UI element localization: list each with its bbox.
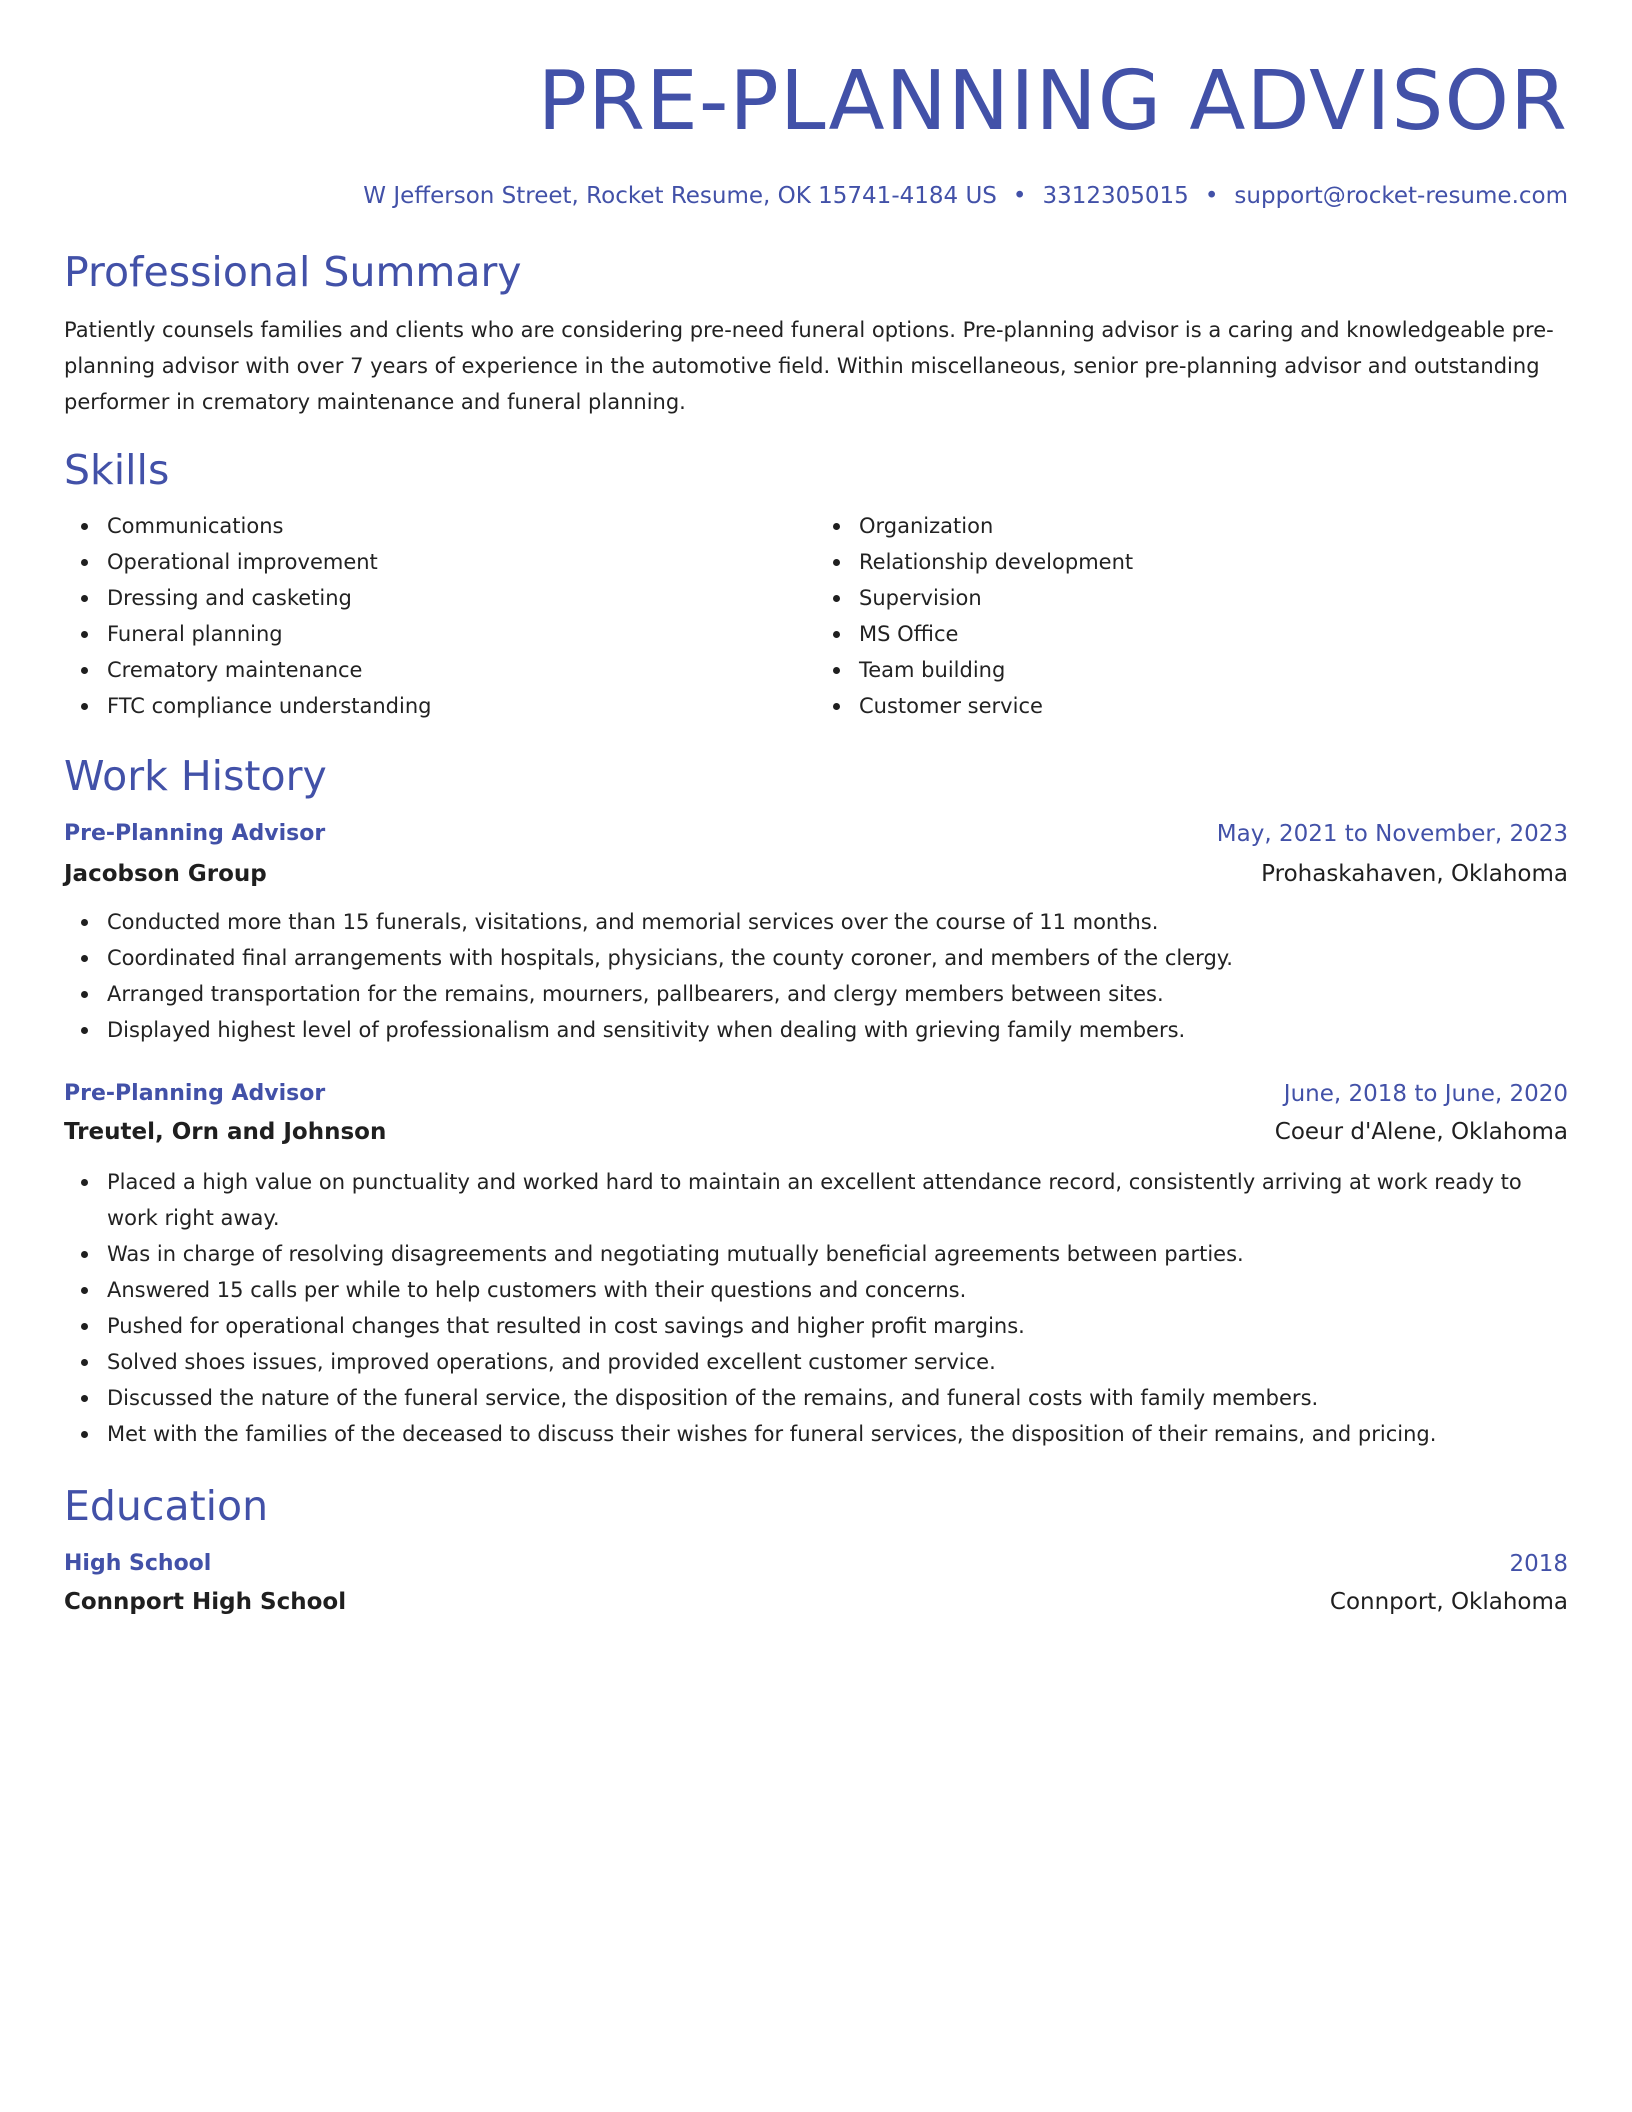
job-title: Pre-Planning Advisor bbox=[64, 821, 326, 846]
job-bullet: Placed a high value on punctuality and worked hard to maintain an excellent attendance record, consistently arriving at work ready to work right away. bbox=[107, 1164, 1568, 1236]
education-subheader bbox=[64, 1586, 1568, 1618]
education-school: Connport High School bbox=[64, 1589, 347, 1615]
job-bullet: Coordinated final arrangements with hospitals, physicians, the county coroner, and members of the clergy. bbox=[107, 940, 1568, 976]
summary-text: Patiently counsels families and clients who are considering pre-need funeral options. Pre-planning advisor is a caring and knowledgeable pre-planning advisor with over 7 years of experience in the automotive field. Within miscellaneous, senior pre-planning advisor and outstanding performer in crematory maintenance and funeral planning. bbox=[64, 318, 1554, 414]
job-header bbox=[64, 1078, 1568, 1110]
contact-line bbox=[64, 180, 1568, 212]
job-subheader bbox=[64, 858, 1568, 890]
job-bullets bbox=[64, 1164, 1568, 1452]
skills-heading: Skills bbox=[64, 446, 170, 494]
job-bullet: Arranged transportation for the remains, mourners, pallbearers, and clergy members between sites. bbox=[107, 976, 1568, 1012]
job-bullet: Pushed for operational changes that resulted in cost savings and higher profit margins. bbox=[107, 1308, 1568, 1344]
job-bullets bbox=[64, 904, 1568, 1048]
education-entry bbox=[64, 1548, 1568, 1618]
job-bullet: Was in charge of resolving disagreements and negotiating mutually beneficial agreements between parties. bbox=[107, 1236, 1568, 1272]
job-bullet: Met with the families of the deceased to discuss their wishes for funeral services, the disposition of their remains, and pricing. bbox=[107, 1416, 1568, 1452]
job-company: Jacobson Group bbox=[64, 861, 267, 887]
job-dates: June, 2018 to June, 2020 bbox=[1283, 1081, 1568, 1107]
job-bullet: Answered 15 calls per while to help customers with their questions and concerns. bbox=[107, 1272, 1568, 1308]
education-header bbox=[64, 1548, 1568, 1580]
education-location: Connport, Oklahoma bbox=[1329, 1589, 1568, 1615]
resume-name: PRE-PLANNING ADVISOR bbox=[537, 54, 1568, 149]
job-entry bbox=[64, 818, 1568, 1048]
work-history-heading: Work History bbox=[64, 752, 327, 800]
contact-phone: 3312305015 bbox=[1042, 183, 1189, 209]
skill-item: Funeral planning bbox=[107, 616, 816, 652]
skill-item: Communications bbox=[107, 508, 816, 544]
job-location: Prohaskahaven, Oklahoma bbox=[1261, 861, 1568, 887]
skill-item: Organization bbox=[859, 508, 1568, 544]
skill-item: Team building bbox=[859, 652, 1568, 688]
skill-item: Dressing and casketing bbox=[107, 580, 816, 616]
job-location: Coeur d'Alene, Oklahoma bbox=[1274, 1119, 1568, 1145]
job-bullet: Displayed highest level of professionalism and sensitivity when dealing with grieving family members. bbox=[107, 1012, 1568, 1048]
contact-email: support@rocket-resume.com bbox=[1234, 183, 1568, 209]
summary-heading: Professional Summary bbox=[64, 248, 522, 296]
contact-separator: • bbox=[1204, 183, 1219, 209]
skill-item: Relationship development bbox=[859, 544, 1568, 580]
skills-list bbox=[64, 508, 1568, 724]
job-company: Treutel, Orn and Johnson bbox=[64, 1119, 387, 1145]
education-year: 2018 bbox=[1509, 1551, 1568, 1577]
education-heading: Education bbox=[64, 1482, 269, 1530]
job-dates: May, 2021 to November, 2023 bbox=[1216, 821, 1568, 847]
contact-address: W Jefferson Street, Rocket Resume, OK 15741-4184 US bbox=[363, 183, 997, 209]
skill-item: FTC compliance understanding bbox=[107, 688, 816, 724]
skill-item: Operational improvement bbox=[107, 544, 816, 580]
skills-column-right bbox=[816, 508, 1568, 724]
skill-item: Crematory maintenance bbox=[107, 652, 816, 688]
skill-item: MS Office bbox=[859, 616, 1568, 652]
skill-item: Customer service bbox=[859, 688, 1568, 724]
contact-separator: • bbox=[1012, 183, 1027, 209]
job-header bbox=[64, 818, 1568, 850]
education-degree: High School bbox=[64, 1551, 212, 1576]
job-bullet: Conducted more than 15 funerals, visitations, and memorial services over the course of 11 months. bbox=[107, 904, 1568, 940]
job-bullet: Solved shoes issues, improved operations, and provided excellent customer service. bbox=[107, 1344, 1568, 1380]
skill-item: Supervision bbox=[859, 580, 1568, 616]
job-subheader bbox=[64, 1116, 1568, 1148]
job-bullet: Discussed the nature of the funeral service, the disposition of the remains, and funeral costs with family members. bbox=[107, 1380, 1568, 1416]
job-title: Pre-Planning Advisor bbox=[64, 1081, 326, 1106]
skills-column-left bbox=[64, 508, 816, 724]
job-entry bbox=[64, 1078, 1568, 1452]
